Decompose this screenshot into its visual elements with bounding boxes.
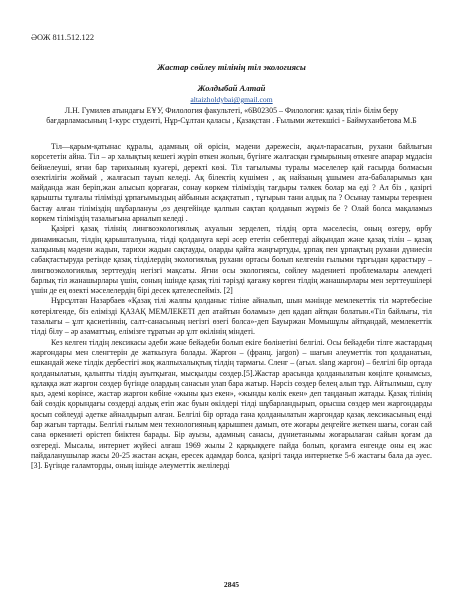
- author-affiliation: Л.Н. Гумилев атындағы ЕҰУ, Филология факультеті, «6В02305 – Филология: қазақ тілі» білім беру бағдарламасының 1-курс студенті, Нұр-Сұлтан қаласы , Қазақстан . Ғылыми жетекшісі - Баймуханбетова М.Б: [46, 106, 417, 126]
- page-number: 2845: [223, 580, 240, 589]
- author-email-link[interactable]: altaizholdybai@gmail.com: [190, 95, 273, 104]
- udc-code: ӘОЖ 811.512.122: [31, 33, 95, 42]
- body-paragraph: Нұрсұлтан Назарбаев «Қазақ тілі жалпы қолданыс тіліне айналып, шын мәнінде мемлекеттік тіл мәртебесіне көтерілгенде, біз елімізді ҚАЗАҚ МЕМЛЕКЕТІ деп атайтын боламыз» деп қадап айтқан болатын.«Тіл байлығы, тіл тазалығы – ұлт қасиетіннің, салт-санасының негізгі өзегі болса»-деп Бауыржан Момышұлы айтқандай, мемлекеттік тілді білу – әр азаматтың, елімізге тұратын әр ұлт өкілінің міндеті.: [31, 296, 432, 337]
- body-paragraph: Кез келген тілдің лексикасы әдеби және бейәдеби болып екіге бөлінетіні белгілі. Осы бейәдеби тілге жастардың жаргондары мен сленгтерін де жаткызуға болады. Жаргон – (франц. jargon) – шағын әлеуметтік топ қолданатын, ешкандай жеке тілдік дербестігі жоқ жалпыхалықтық тілдің тармағы. Сленг – (ағыл. slang жаргон) – белгілі бір ортада қолданылатын, қалыпты тілдің ауытқыған, мысқылды сөздер.[5].Жастар арасында қолданылатын көңілге қонымсыз, құлаққа жат жаргон сөздер бүгінде олардың санасын улап бара жатыр. Нәрсіз сөздер белең алып тұр. Айтылмыш, сұлу қыз, әдемі көрінсе, жастар жаргон көбіне «жыны қыз екен», «жынды көлік екен» деп таңданып жатады. Қазақ тілінің бай сөздік қорындағы сөздерді алдық етіп жас буын өкілдері тілді шұбарландырып, орысша сөздер мен жаргондарды қосып сөйлеуді әдетке айналдырып алған. Белгілі бір ортада ғана қолданылатын жаргондар қазақ лексикасының енді бар жағын тартады. Белгілі ғылым мен технологияның қарышпен дамып, өте жоғары деңгейге жеткен шағы, соған сай сана өркениеті өрістеп биіктен барады. Бір ауызы, адамның санасы, дүниетанымы жоғарылаған сайын қоғам да өзгереді. Мысалы, интернет жүйесі алғаш 1969 жылы 2 қарқыққеге пайда болып, қоғамға енгенде оны ең жас пайдаланушылар жасы 20-25 жастан асқан, ересек адамдар болса, қазіргі таңда интернетке 5-6 жастағы бала да әуес.[3]. Бүгінде ғаламторды, оның ішінде әлеуметтік желілерді: [31, 337, 432, 471]
- author-name: Жолдыбай Алтай: [197, 83, 266, 93]
- body-paragraph: Тіл—қарым-қатынас құралы, адамның ой өрісін, мәдени дәрежесін, ақыл-парасатын, рухани байлығын көрсететін айна. Тіл – әр халықтың кешегі жүріп өткен жолын, бүгінге жалғасқан ғұмырының өткенге апарар мұдасін бейнелеуші, яғни бар тарихының куәгері, деректі көзі. Тіл тағылымы туралы мәселелер қай ғасырда болмасын өзектілігін жоймай , жалғасып тауып келеді. Ақ білектің күшімен , ақ найзаның ұшымен ата-бабаларымыз қан майданда жан беріп,жан алысып қорғаған, сонау көркем тіліміздің тағдыры тәлкек болар ма еді ? Ал біз , қазіргі қарышты тұлғалы тілімізді ұрпағымыздың айбынын асқақтатып , тұғырын тани алдық па ? Осынау тамыры тереңнен бастау алған тіліміздің шұбарлануы ,өз деңгейінде қалпын сақтап қолданып жүрміз бе ? Олай болса мақаламыз көркем тіліміздің тазалығына арналып келеді .: [31, 142, 432, 224]
- article-title: Жастар сөйлеу тілінің тіл экологиясы: [157, 62, 306, 72]
- article-body: [31, 142, 432, 472]
- body-paragraph: Қазіргі қазақ тілінің лингвоэкологиялық ахуалын зерделеп, тілдің орта мәселесін, оның өзгеру, өрбу динамикасын, тілдің қарышталуына, тілді қолдануға кері әсер ететін себептерді айқындап және қазақ тілін – қазақ халқының мәдени жадын, тарихи жадын сақтауды, оларды қайта жаңғыртуды, ұрпақ пен ұрпақтың рухани дүниесін сабақтастыруда ретінде қазақ тілділердің экологиялық рухани ортасы болып келгенін ғылыми тұрғыдан қарастыру – лингвоэкологиялық зерттеудің негізгі мақсаты. Яғни осы экологиясы, сөйлеу мәдениеті проблемалары әлемдегі барлық тіл жанашырлары үшін, соның ішінде қазақ тілі тәрізді қағажу көрген тілдің жанашырлары мен зерттеушілері үшін де ең өзекті мәселелердің бірі десек қателеспейміз. [2]: [31, 224, 432, 296]
